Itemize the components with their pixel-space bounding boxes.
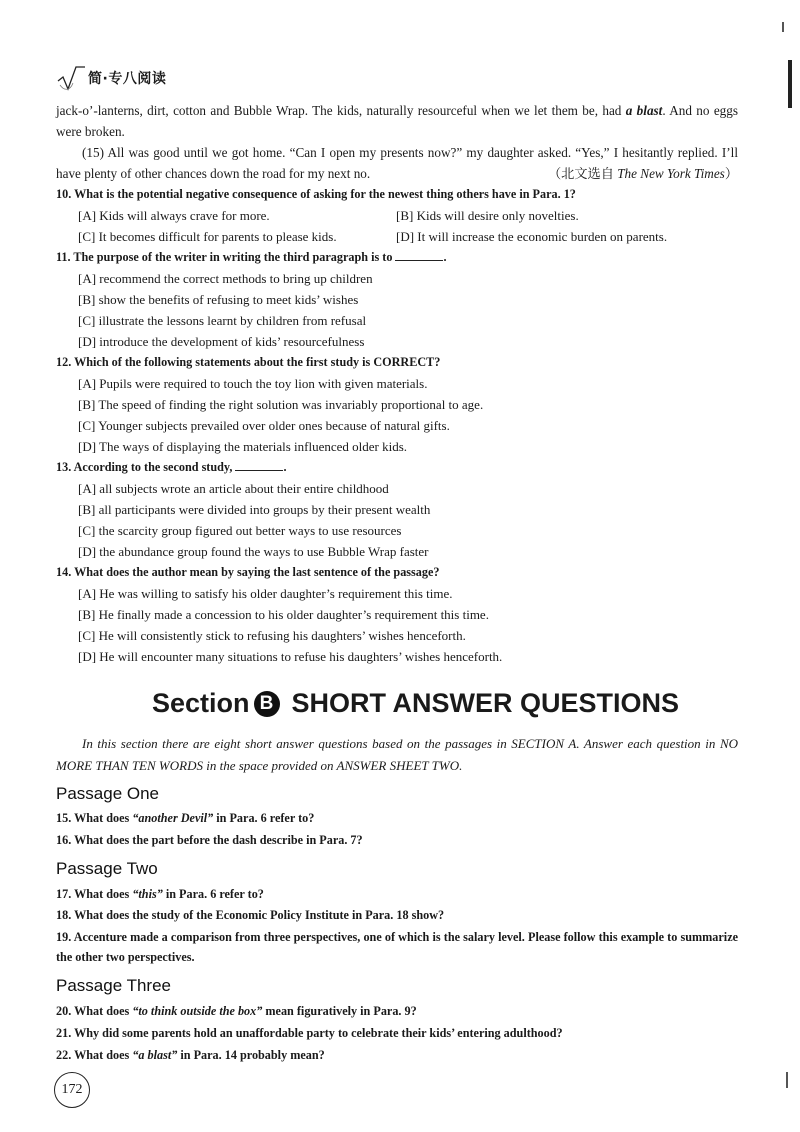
option[interactable]: [C] Younger subjects prevailed over older ones because of natural gifts. [78,418,450,433]
radical-logo-icon [56,63,86,93]
question-stem: 13. According to the second study, . [56,460,287,474]
short-question: 15. What does “another Devil” in Para. 6 refer to? [56,811,315,825]
short-question: 22. What does “a blast” in Para. 14 probably mean? [56,1048,325,1062]
section-title: SHORT ANSWER QUESTIONS [291,688,680,718]
header [56,62,166,94]
short-question: 20. What does “to think outside the box” mean figuratively in Para. 9? [56,1004,417,1018]
edge-mark [786,1072,788,1088]
header-title: 简·专八阅读 [88,71,167,87]
section-heading [152,688,679,719]
option[interactable]: [B] Kids will desire only novelties. [396,208,579,223]
question-stem: 12. Which of the following statements about the first study is CORRECT? [56,355,441,369]
edge-mark [782,22,784,32]
option[interactable]: [C] It becomes difficult for parents to please kids. [78,229,337,244]
passage-paragraph-15: (15) All was good until we got home. “Can I open my presents now?” my daughter asked. “Yes,” I hesitantly replied. I’ll have plenty of other chances down the road for my next no. （北文选自 The New York Times） [56,142,738,184]
option[interactable]: [C] the scarcity group figured out better ways to use resources [78,523,402,538]
short-question: 18. What does the study of the Economic Policy Institute in Para. 18 show? [56,908,445,922]
section-instructions: In this section there are eight short answer questions based on the passages in SECTION A. Answer each question in NO MORE THAN TEN WORDS in the space provided on ANSWER SHEET TWO. [56,736,738,773]
question-stem: 10. What is the potential negative consequence of asking for the newest thing others have in Para. 1? [56,187,576,201]
passage-paragraph: jack-o’-lanterns, dirt, cotton and Bubble Wrap. The kids, naturally resourceful when we let them be, had a blast. And no eggs were broken. [56,103,739,139]
question-stem: 11. The purpose of the writer in writing the third paragraph is to . [56,250,447,264]
passage-heading: Passage One [56,784,160,803]
option[interactable]: [D] It will increase the economic burden on parents. [396,229,668,244]
section-letter-badge: B [254,691,280,717]
option[interactable]: [B] The speed of finding the right solution was invariably proportional to age. [78,397,484,412]
option[interactable]: [D] The ways of displaying the materials influenced older kids. [78,439,408,454]
option[interactable]: [D] the abundance group found the ways to use Bubble Wrap faster [78,544,429,559]
option[interactable]: [C] illustrate the lessons learnt by children from refusal [78,313,367,328]
short-question: 16. What does the part before the dash describe in Para. 7? [56,833,363,847]
passage-and-questions [56,100,738,667]
section-word: Section [152,688,250,718]
option[interactable]: [A] Kids will always crave for more. [78,208,270,223]
short-question: 21. Why did some parents hold an unaffordable party to celebrate their kids’ entering adulthood? [56,1026,563,1040]
short-question: 17. What does “this” in Para. 6 refer to? [56,887,264,901]
source-citation: （北文选自 The New York Times） [547,166,738,181]
passage-heading: Passage Three [56,976,171,995]
edge-bar [788,60,792,108]
option[interactable]: [A] all subjects wrote an article about their entire childhood [78,481,389,496]
option-row [78,226,738,247]
option[interactable]: [D] introduce the development of kids’ resourcefulness [78,334,365,349]
option[interactable]: [A] recommend the correct methods to bring up children [78,271,373,286]
option[interactable]: [C] He will consistently stick to refusing his daughters’ wishes henceforth. [78,628,466,643]
option[interactable]: [A] He was willing to satisfy his older daughter’s requirement this time. [78,586,453,601]
option[interactable]: [B] all participants were divided into groups by their present wealth [78,502,431,517]
option[interactable]: [A] Pupils were required to touch the toy lion with given materials. [78,376,428,391]
question-stem: 14. What does the author mean by saying the last sentence of the passage? [56,565,440,579]
passage-heading: Passage Two [56,859,158,878]
short-question: 19. Accenture made a comparison from three perspectives, one of which is the salary level. Please follow this example to summarize the other two perspectives. [56,930,739,964]
option-row [78,205,738,226]
option[interactable]: [D] He will encounter many situations to refuse his daughters’ wishes henceforth. [78,649,503,664]
option[interactable]: [B] He finally made a concession to his older daughter’s requirement this time. [78,607,489,622]
answer-blank [235,458,283,471]
answer-blank [395,248,443,261]
page-number: 172 [54,1072,90,1108]
option[interactable]: [B] show the benefits of refusing to meet kids’ wishes [78,292,359,307]
